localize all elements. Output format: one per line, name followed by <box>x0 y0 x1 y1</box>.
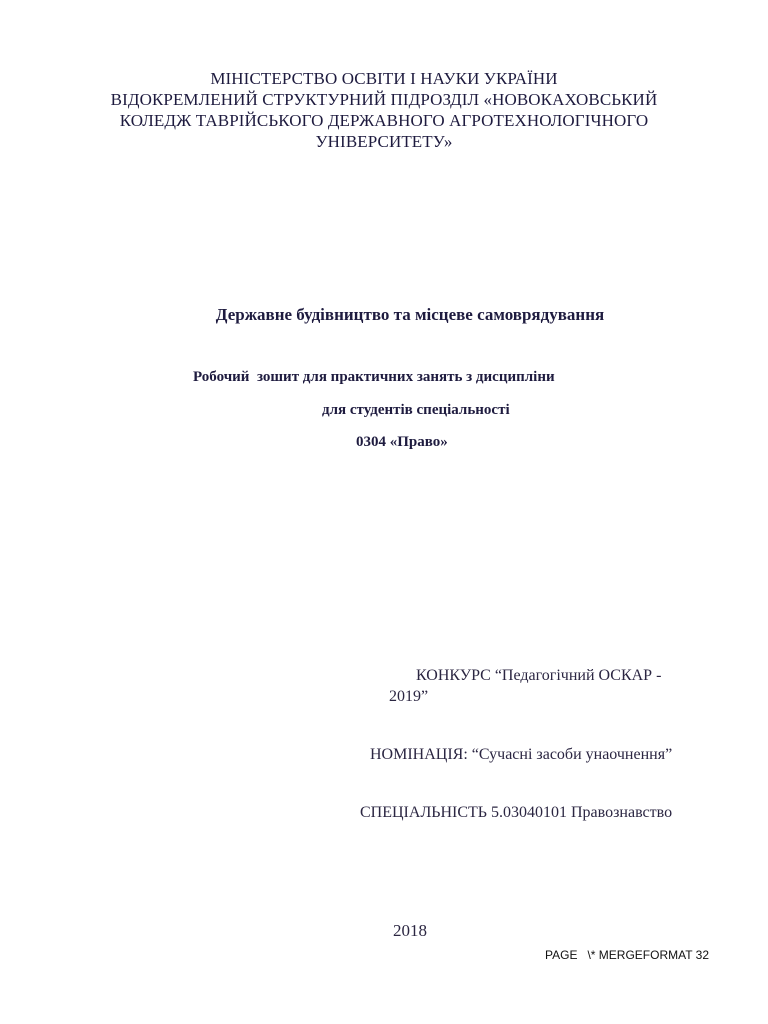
university-line: УНІВЕРСИТЕТУ» <box>315 132 453 151</box>
workbook-description: Робочий зошит для практичних занять з дисципліни <box>193 369 555 385</box>
specialty-line: СПЕЦІАЛЬНІСТЬ 5.03040101 Правознавство <box>360 804 673 821</box>
ministry-header <box>0 68 768 152</box>
ministry-line: МІНІСТЕРСТВО ОСВІТИ І НАУКИ УКРАЇНИ <box>210 69 558 88</box>
year: 2018 <box>393 921 427 940</box>
division-line: ВІДОКРЕМЛЕНИЙ СТРУКТУРНИЙ ПІДРОЗДІЛ «НОВОКАХОВСЬКИЙ <box>110 90 658 109</box>
contest-line-2: 2019” <box>389 688 429 705</box>
contest-line-1: КОНКУРС “Педагогічний ОСКАР - <box>416 667 662 684</box>
nomination-line: НОМІНАЦІЯ: “Сучасні засоби унаочнення” <box>370 746 673 763</box>
college-line: КОЛЕДЖ ТАВРІЙСЬКОГО ДЕРЖАВНОГО АГРОТЕХНОЛОГІЧНОГО <box>119 111 649 130</box>
document-title: Державне будівництво та місцеве самоврядування <box>215 305 605 324</box>
specialty-code-line: 0304 «Право» <box>356 434 448 450</box>
audience-line: для студентів спеціальності <box>322 402 510 418</box>
page-number-field: PAGE \* MERGEFORMAT 32 <box>545 948 710 962</box>
